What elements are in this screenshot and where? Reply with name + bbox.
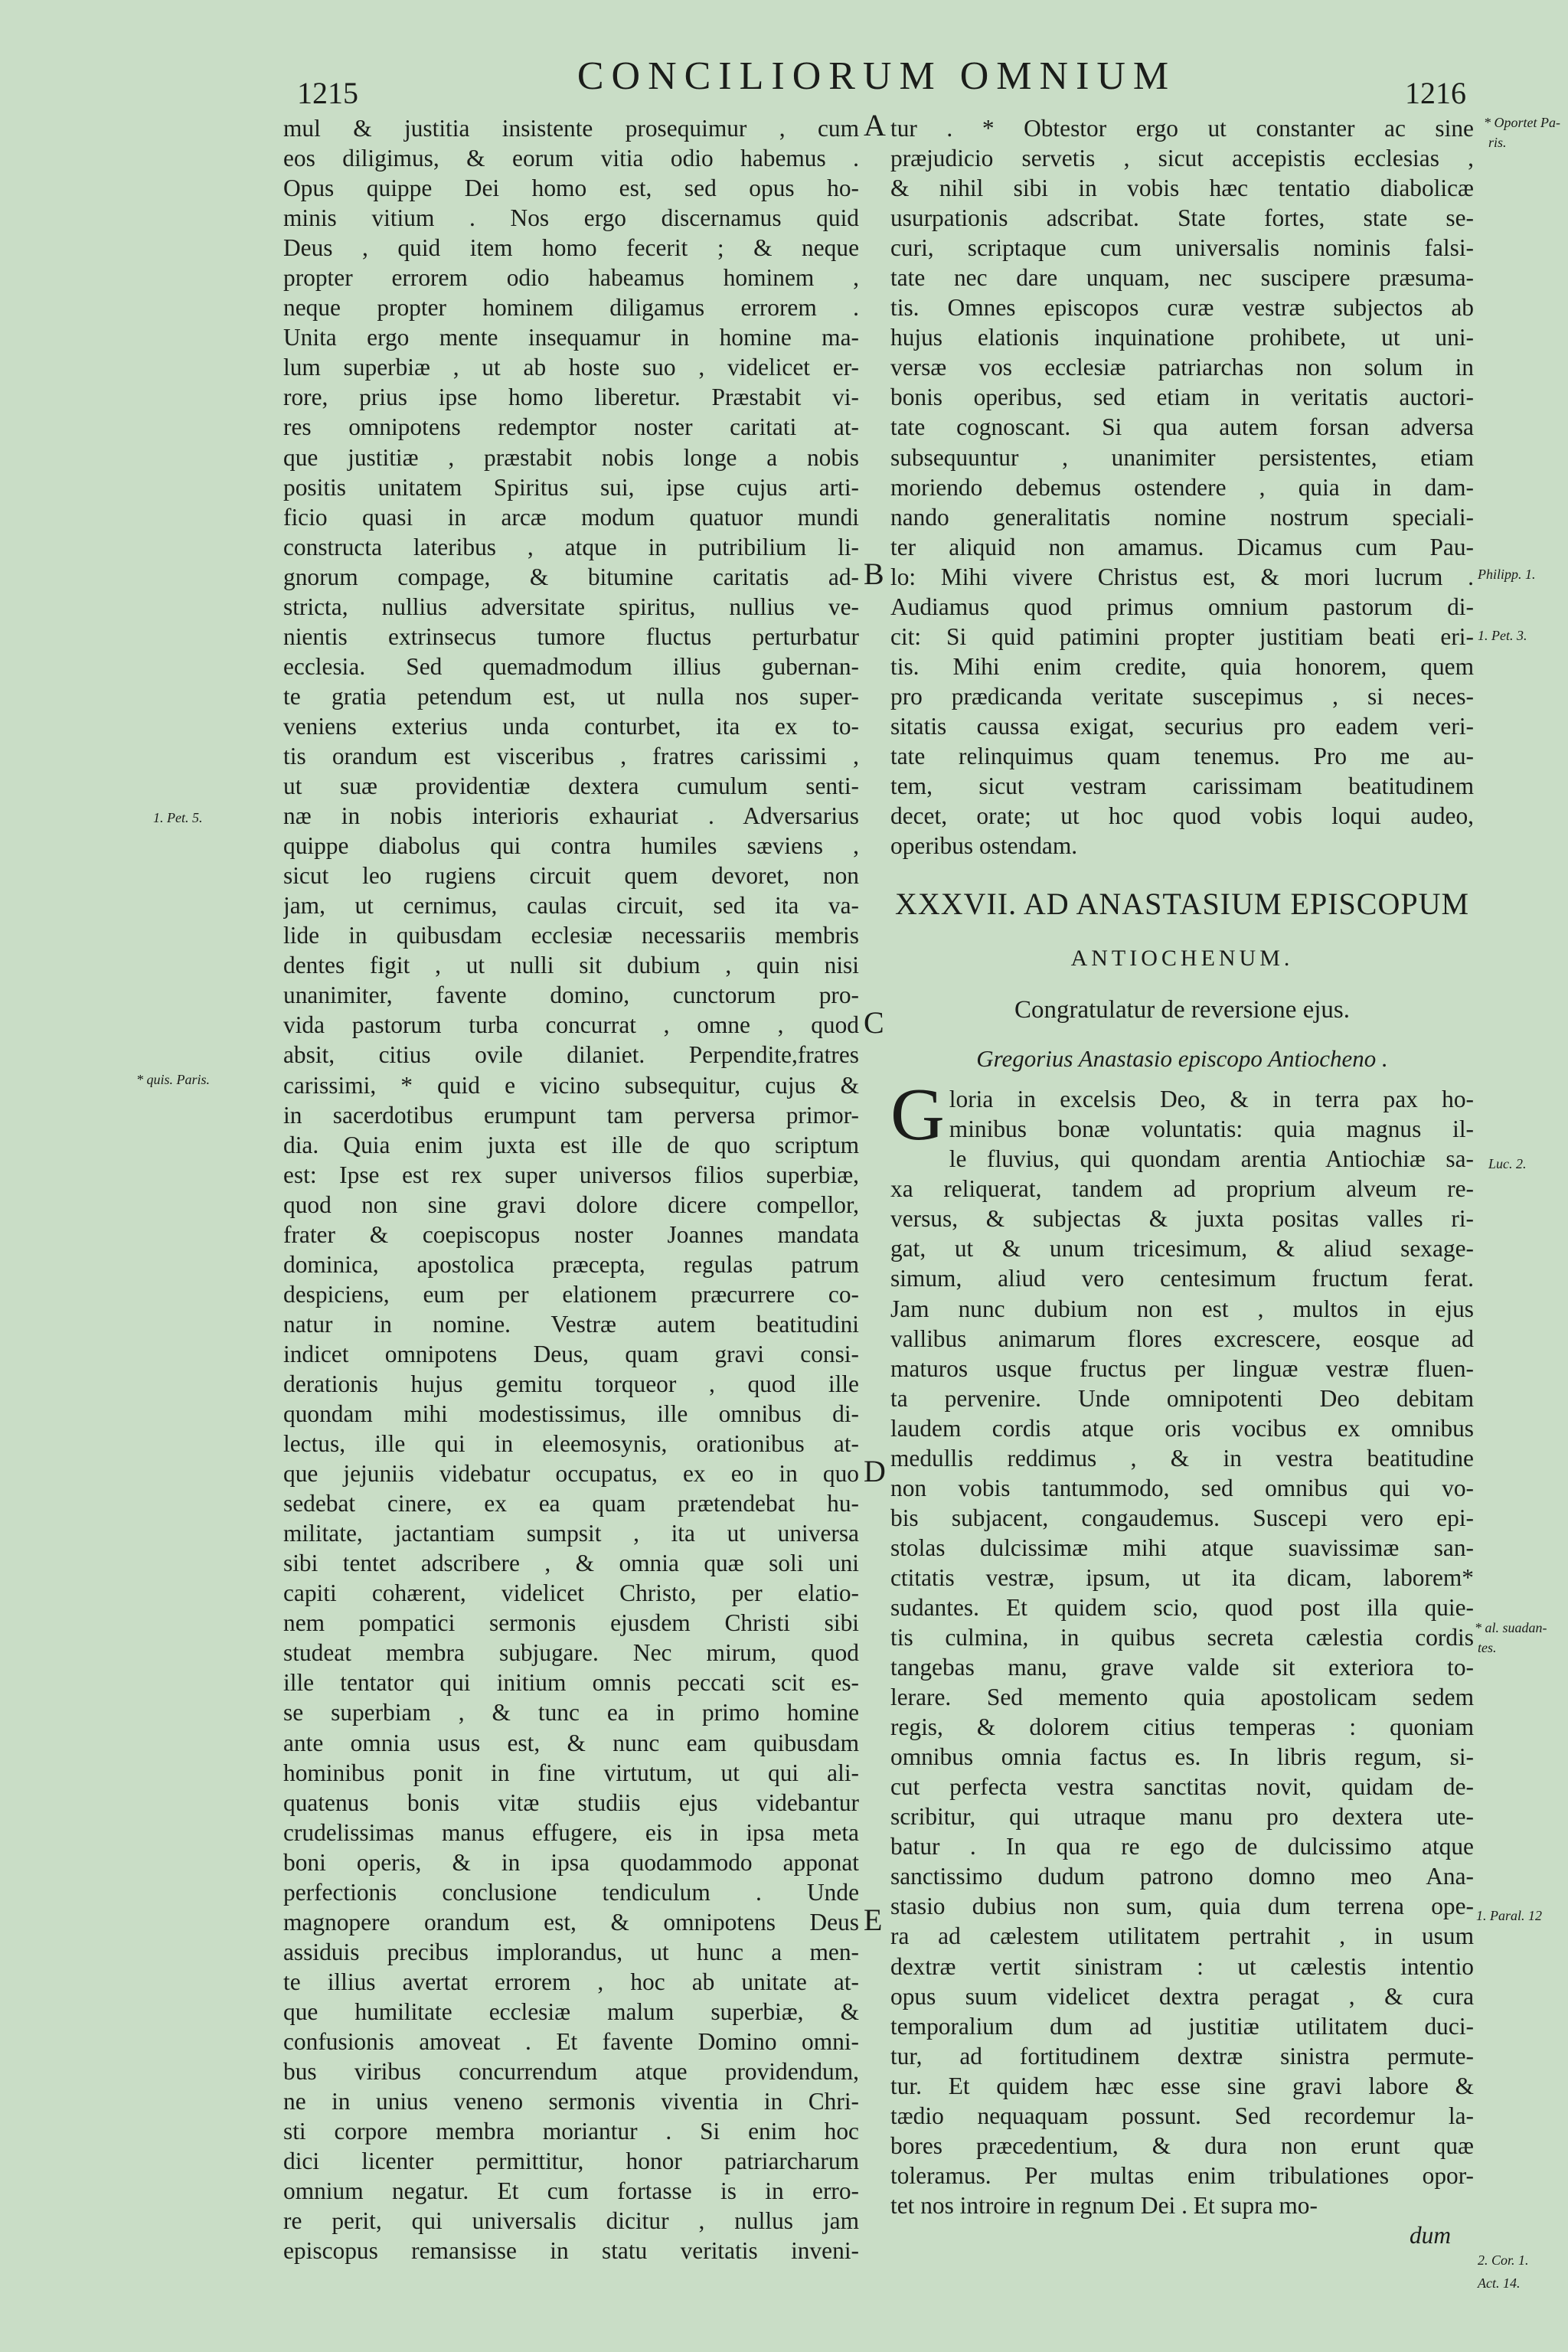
text-line: tis culmina, in quibus secreta cælestia cordis bbox=[890, 1624, 1474, 1651]
text-line: temporalium dum ad justitiæ utilitatem duci- bbox=[890, 2012, 1474, 2040]
text-line: lum superbiæ , ut ab hoste suo , videlicet er- bbox=[283, 354, 859, 381]
text-line: pro prædicanda veritate suscepimus , si neces- bbox=[890, 682, 1474, 710]
margin-note-left: 1. Pet. 5. bbox=[153, 810, 203, 825]
text-line: minibus bonæ voluntatis: quia magnus il- bbox=[949, 1116, 1474, 1143]
text-line: sti corpore membra moriantur . Si enim hoc bbox=[283, 2118, 859, 2145]
text-line: tis orandum est visceribus , fratres carissimi , bbox=[283, 742, 859, 769]
text-line: episcopus remansisse in statu veritatis inveni- bbox=[283, 2237, 859, 2265]
text-line: omnium negatur. Et cum fortasse is in erro- bbox=[283, 2177, 859, 2205]
text-line: tis. Omnes episcopos curæ vestræ subjectos ab bbox=[890, 294, 1474, 322]
text-line: re perit, qui universalis dicitur , nullus jam bbox=[283, 2207, 859, 2235]
text-line: tate nec dare unquam, nec suscipere præsuma- bbox=[890, 264, 1474, 292]
right-column bbox=[890, 113, 1474, 2250]
margin-note-right: tes. bbox=[1478, 1640, 1497, 1655]
text-line: rore, prius ipse homo liberetur. Præstabit vi- bbox=[283, 384, 859, 411]
text-line: res omnipotens redemptor noster caritati at- bbox=[283, 413, 859, 441]
text-line: tet nos introire in regnum Dei . Et supra mo- bbox=[890, 2191, 1318, 2219]
text-line: moriendo debemus ostendere , quia in dam- bbox=[890, 473, 1474, 501]
page-number-left: 1215 bbox=[297, 76, 358, 110]
text-line: bis subjacent, congaudemus. Suscepi vero epi- bbox=[890, 1504, 1474, 1531]
text-line: se superbiam , & tunc ea in primo homine bbox=[283, 1699, 859, 1726]
text-line: te gratia petendum est, ut nulla nos super- bbox=[283, 682, 859, 710]
letter-lines bbox=[890, 1073, 1474, 2220]
text-line: mul & justitia insistente prosequimur , cum bbox=[283, 115, 859, 142]
margin-note-right: 1. Pet. 3. bbox=[1478, 628, 1527, 643]
text-line: ctitatis vestræ, ipsum, ut ita dicam, laborem* bbox=[890, 1563, 1474, 1591]
text-line: Unita ergo mente insequamur in homine ma- bbox=[283, 324, 859, 351]
text-line: stasio dubius non sum, quia dum terrena ope- bbox=[890, 1893, 1474, 1920]
text-line: ille tentator qui initium omnis peccati scit es- bbox=[283, 1669, 859, 1697]
text-line: sanctissimo dudum patrono domno meo Ana- bbox=[890, 1863, 1474, 1890]
text-line: opus suum videlicet dextra peragat , & cura bbox=[890, 1982, 1474, 2010]
text-line: lo: Mihi vivere Christus est, & mori lucrum . bbox=[890, 563, 1474, 590]
left-column bbox=[283, 113, 859, 2265]
text-line: derationis hujus gemitu torqueor , quod ille bbox=[283, 1370, 859, 1397]
text-line: vida pastorum turba concurrat , omne , quod bbox=[283, 1011, 859, 1039]
text-line: quatenus bonis vitæ studiis ejus videbantur bbox=[283, 1788, 859, 1816]
text-line: scribitur, qui utraque manu pro dextera ute- bbox=[890, 1803, 1474, 1831]
text-line: eos diligimus, & eorum vitia odio habemus . bbox=[283, 145, 859, 172]
text-line: & nihil sibi in vobis hæc tentatio diabolicæ bbox=[890, 175, 1474, 202]
text-line: te illius avertat errorem , hoc ab unitate at- bbox=[283, 1968, 859, 1995]
margin-note-left: * quis. Paris. bbox=[136, 1072, 211, 1087]
text-line: magnopere orandum est, & omnipotens Deus bbox=[283, 1908, 859, 1936]
text-line: bonis operibus, sed etiam in veritatis auctori- bbox=[890, 384, 1474, 411]
text-line: que jejuniis videbatur occupatus, ex eo in quo bbox=[283, 1460, 859, 1488]
text-line: capiti cohærent, videlicet Christo, per elatio- bbox=[283, 1579, 859, 1607]
text-line: ficio quasi in arcæ modum quatuor mundi bbox=[283, 503, 859, 531]
text-line: tur, ad fortitudinem dextræ sinistra permute- bbox=[890, 2042, 1474, 2069]
text-line: bus viribus concurrendum atque providendum, bbox=[283, 2058, 859, 2086]
text-line: xa reliquerat, tandem ad proprium alveum re- bbox=[890, 1175, 1474, 1203]
margin-note-right: * al. suadan- bbox=[1475, 1620, 1547, 1635]
catchword: dum bbox=[1409, 2221, 1451, 2249]
text-line: dominica, apostolica præcepta, regulas patrum bbox=[283, 1250, 859, 1278]
text-line: næ in nobis interioris exhauriat . Adversarius bbox=[283, 802, 859, 830]
text-line: omnibus omnia factus es. In libris regum, si- bbox=[890, 1743, 1474, 1771]
running-header bbox=[0, 54, 1568, 110]
text-line: stricta, nullius adversitate spiritus, nullius ve- bbox=[283, 593, 859, 620]
text-line: sedebat cinere, ex ea quam prætendebat hu- bbox=[283, 1490, 859, 1517]
text-line: nientis extrinsecus tumore fluctus perturbatur bbox=[283, 622, 859, 650]
page-number-right: 1216 bbox=[1405, 76, 1466, 110]
text-line: hominibus ponit in fine virtutum, ut qui ali- bbox=[283, 1759, 859, 1786]
drop-cap: G bbox=[890, 1073, 945, 1157]
text-line: vallibus animarum flores excrescere, eosque ad bbox=[890, 1325, 1474, 1352]
text-line: quod non sine gravi dolore dicere compellor, bbox=[283, 1191, 859, 1218]
right-column-text bbox=[890, 113, 1474, 861]
text-line: Opus quippe Dei homo est, sed opus ho- bbox=[283, 175, 859, 202]
section-marker-c: C bbox=[864, 1005, 884, 1040]
text-line: bores præcedentium, & dura non erunt quæ bbox=[890, 2132, 1474, 2159]
text-line: assiduis precibus implorandus, ut hunc a men- bbox=[283, 1938, 859, 1965]
text-line: tem, sicut vestram carissimam beatitudinem bbox=[890, 773, 1474, 800]
text-line: dentes figit , ut nulli sit dubium , quin nisi bbox=[283, 952, 859, 979]
text-line: ter aliquid non amamus. Dicamus cum Pau- bbox=[890, 533, 1474, 560]
text-line: boni operis, & in ipsa quodammodo apponat bbox=[283, 1848, 859, 1876]
text-line: ta pervenire. Unde omnipotenti Deo debitam bbox=[890, 1384, 1474, 1412]
text-line: quondam mihi modestissimus, ille omnibus di- bbox=[283, 1400, 859, 1428]
text-line: dici licenter permittitur, honor patriarcharum bbox=[283, 2148, 859, 2175]
text-line: que justitiæ , præstabit nobis longe a nobis bbox=[283, 443, 859, 471]
text-line: tis. Mihi enim credite, quia honorem, quem bbox=[890, 652, 1474, 680]
text-line: lectus, ille qui in eleemosynis, orationibus at- bbox=[283, 1430, 859, 1458]
text-line: laudem cordis atque oris vocibus ex omnibus bbox=[890, 1414, 1474, 1442]
text-line: non vobis tantummodo, sed omnibus qui vo- bbox=[890, 1474, 1474, 1501]
text-line: tangebas manu, grave valde sit exteriora to- bbox=[890, 1654, 1474, 1681]
text-line: nem pompatici sermonis ejusdem Christi sibi bbox=[283, 1609, 859, 1637]
text-line: lerare. Sed memento quia apostolicam sedem bbox=[890, 1684, 1474, 1711]
text-line: stolas dulcissimæ mihi atque suavissimæ san- bbox=[890, 1534, 1474, 1561]
text-line: toleramus. Per multas enim tribulationes opor- bbox=[890, 2161, 1474, 2189]
text-line: despiciens, eum per elationem præcurrere co- bbox=[283, 1280, 859, 1308]
text-line: simum, aliud vero centesimum fructum ferat. bbox=[890, 1265, 1474, 1292]
text-line: unanimiter, favente domino, cunctorum pro- bbox=[283, 982, 859, 1009]
text-line: que humilitate ecclesiæ malum superbiæ, & bbox=[283, 1998, 859, 2025]
text-line: propter errorem odio habeamus hominem , bbox=[283, 264, 859, 292]
text-line: Audiamus quod primus omnium pastorum di- bbox=[890, 593, 1474, 620]
text-line: tædio nequaquam possunt. Sed recordemur la- bbox=[890, 2102, 1474, 2129]
text-line: medullis reddimus , & in vestra beatitudine bbox=[890, 1444, 1474, 1472]
text-line: neque propter hominem diligamus errorem . bbox=[283, 294, 859, 322]
section-marker-e: E bbox=[864, 1903, 883, 1937]
text-line: dextræ vertit sinistram : ut cælestis intentio bbox=[890, 1952, 1474, 1980]
text-line: quippe diabolus qui contra humiles sæviens , bbox=[283, 832, 859, 860]
text-line: regis, & dolorem citius temperas : quoniam bbox=[890, 1713, 1474, 1741]
text-line: ne in unius veneno sermonis viventia in Chri- bbox=[283, 2088, 859, 2115]
margin-note-right: 1. Paral. 12 bbox=[1476, 1908, 1543, 1923]
text-line: positis unitatem Spiritus sui, ipse cujus arti- bbox=[283, 473, 859, 501]
text-line: loria in excelsis Deo, & in terra pax ho- bbox=[949, 1086, 1474, 1113]
text-line: sibi tentet adscribere , & omnia quæ soli uni bbox=[283, 1550, 859, 1577]
margin-note-right: Philipp. 1. bbox=[1478, 567, 1536, 582]
letter-body bbox=[890, 1073, 1474, 2220]
text-line: batur . In qua re ego de dulcissimo atque bbox=[890, 1833, 1474, 1860]
text-line: lide in quibusdam ecclesiæ necessariis membris bbox=[283, 922, 859, 949]
section-marker-d: D bbox=[864, 1454, 886, 1488]
text-line: ecclesia. Sed quemadmodum illius gubernan- bbox=[283, 652, 859, 680]
text-line: indicet omnipotens Deus, quam gravi consi- bbox=[283, 1340, 859, 1367]
text-line: in sacerdotibus erumpunt tam perversa primor- bbox=[283, 1101, 859, 1129]
text-line: sicut leo rugiens circuit quem devoret, non bbox=[283, 862, 859, 890]
letter-heading-continued: ANTIOCHENUM. bbox=[1070, 946, 1294, 972]
text-line: cit: Si quid patimini propter justitiam beati eri- bbox=[890, 622, 1474, 650]
text-line: militate, jactantiam sumpsit , ita ut universa bbox=[283, 1520, 859, 1547]
text-line: tate relinquimus quam tenemus. Pro me au- bbox=[890, 742, 1474, 769]
text-line: decet, orate; ut hoc quod vobis loqui audeo, bbox=[890, 802, 1474, 830]
text-line: gnorum compage, & bitumine caritatis ad- bbox=[283, 563, 859, 590]
text-line: versus, & subjectas & juxta positas valles ri- bbox=[890, 1205, 1474, 1233]
text-line: usurpationis adscribat. State fortes, state se- bbox=[890, 204, 1474, 232]
text-line: gat, ut & unum tricesimum, & aliud sexage- bbox=[890, 1235, 1474, 1263]
text-line: nando generalitatis nomine nostrum speciali- bbox=[890, 503, 1474, 531]
text-line: natur in nomine. Vestræ autem beatitudini bbox=[283, 1310, 859, 1338]
letter-heading: XXXVII. AD ANASTASIUM EPISCOPUM bbox=[894, 887, 1470, 922]
text-line: versæ vos ecclesiæ patriarchas non solum in bbox=[890, 354, 1474, 381]
letter-summary: Congratulatur de reversione ejus. bbox=[1014, 996, 1351, 1024]
text-line: tur . * Obtestor ergo ut constanter ac sine bbox=[890, 115, 1474, 142]
text-line: confusionis amoveat . Et favente Domino omni- bbox=[283, 2028, 859, 2055]
text-line: subsequuntur , unanimiter persistentes, etiam bbox=[890, 443, 1474, 471]
text-line: præjudicio servetis , sicut accepistis ecclesias , bbox=[890, 145, 1474, 172]
text-line: le fluvius, qui quondam arentia Antiochiæ sa- bbox=[949, 1145, 1474, 1173]
text-line: dia. Quia enim juxta est ille de quo scriptum bbox=[283, 1131, 859, 1158]
text-line: Jam nunc dubium non est , multos in ejus bbox=[890, 1295, 1474, 1322]
text-line: operibus ostendam. bbox=[890, 832, 1078, 860]
text-line: minis vitium . Nos ergo discernamus quid bbox=[283, 204, 859, 232]
text-line: cut perfecta vestra sanctitas novit, quidam de- bbox=[890, 1773, 1474, 1801]
text-line: tur. Et quidem hæc esse sine gravi labore & bbox=[890, 2072, 1474, 2099]
text-line: maturos usque fructus per linguæ vestræ fluen- bbox=[890, 1354, 1474, 1382]
text-line: frater & coepiscopus noster Joannes mandata bbox=[283, 1220, 859, 1248]
text-line: curi, scriptaque cum universalis nominis falsi- bbox=[890, 234, 1474, 262]
text-line: jam, ut cernimus, caulas circuit, sed ita va- bbox=[283, 892, 859, 920]
text-line: sitatis caussa exigat, securius pro eadem veri- bbox=[890, 712, 1474, 740]
text-line: Deus , quid item homo fecerit ; & neque bbox=[283, 234, 859, 262]
text-line: tate cognoscant. Si qua autem forsan adversa bbox=[890, 413, 1474, 441]
letter-salutation: Gregorius Anastasio episcopo Antiocheno . bbox=[976, 1045, 1388, 1073]
text-line: perfectionis conclusione tendiculum . Unde bbox=[283, 1878, 859, 1906]
margin-note-right: Act. 14. bbox=[1478, 2275, 1521, 2291]
section-marker-b: B bbox=[864, 557, 884, 591]
text-line: constructa lateribus , atque in putribilium li- bbox=[283, 533, 859, 560]
text-line: absit, citius ovile dilaniet. Perpendite,fratres bbox=[283, 1041, 859, 1069]
running-title: CONCILIORUM OMNIUM bbox=[577, 54, 1177, 98]
text-line: ra ad cælestem utilitatem pertrahit , in usum bbox=[890, 1922, 1474, 1950]
text-line: carissimi, * quid e vicino subsequitur, cujus & bbox=[283, 1071, 859, 1099]
text-line: est: Ipse est rex super universos filios superbiæ, bbox=[283, 1161, 859, 1188]
margin-note-right: ris. bbox=[1488, 135, 1507, 150]
margin-note-right: 2. Cor. 1. bbox=[1478, 2252, 1529, 2268]
section-marker-a: A bbox=[864, 108, 886, 142]
text-line: ante omnia usus est, & nunc eam quibusdam bbox=[283, 1729, 859, 1756]
margin-note-right: * Oportet Pa- bbox=[1484, 115, 1560, 130]
text-line: sudantes. Et quidem scio, quod post illa quie- bbox=[890, 1593, 1474, 1621]
text-line: hujus elationis inquinatione prohibete, ut uni- bbox=[890, 324, 1474, 351]
margin-note-right: Luc. 2. bbox=[1488, 1156, 1527, 1171]
text-line: ut suæ providentiæ dextera cumulum senti- bbox=[283, 773, 859, 800]
text-line: veniens exterius unda conturbet, ita ex to- bbox=[283, 712, 859, 740]
text-line: studeat membra subjugare. Nec mirum, quod bbox=[283, 1639, 859, 1667]
text-line: crudelissimas manus effugere, eis in ipsa meta bbox=[283, 1818, 859, 1846]
